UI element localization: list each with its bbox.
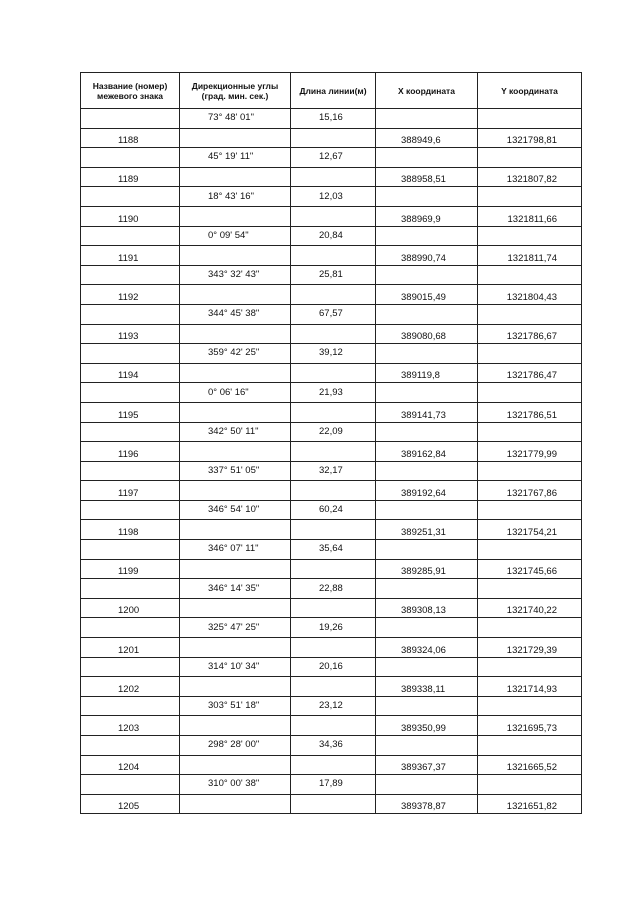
segment-row — [81, 696, 582, 716]
x-coordinate-cell: 389285,91 — [376, 559, 478, 579]
marker-name-cell: 1192 — [81, 285, 180, 305]
point-row — [81, 324, 582, 344]
y-coordinate-cell — [478, 540, 582, 560]
direction-angle-cell: 325° 47' 25" — [180, 618, 291, 638]
x-coordinate-cell — [376, 265, 478, 285]
direction-angle-cell: 346° 14' 35" — [180, 579, 291, 599]
point-row — [81, 167, 582, 187]
direction-angle-cell — [180, 559, 291, 579]
line-length-cell — [291, 794, 376, 814]
marker-name-cell: 1191 — [81, 246, 180, 266]
direction-angle-cell — [180, 755, 291, 775]
line-length-cell — [291, 363, 376, 383]
direction-angle-cell: 303° 51' 18" — [180, 696, 291, 716]
marker-name-cell — [81, 540, 180, 560]
line-length-cell: 39,12 — [291, 344, 376, 364]
direction-angle-cell — [180, 167, 291, 187]
marker-name-cell: 1188 — [81, 128, 180, 148]
line-length-cell: 34,36 — [291, 736, 376, 756]
marker-name-cell: 1200 — [81, 598, 180, 618]
marker-name-cell — [81, 344, 180, 364]
marker-name-cell — [81, 383, 180, 403]
marker-name-cell: 1203 — [81, 716, 180, 736]
point-row — [81, 598, 582, 618]
line-length-cell — [291, 442, 376, 462]
line-length-cell — [291, 638, 376, 658]
line-length-cell — [291, 559, 376, 579]
line-length-cell — [291, 324, 376, 344]
y-coordinate-cell: 1321714,93 — [478, 677, 582, 697]
line-length-cell: 19,26 — [291, 618, 376, 638]
direction-angle-cell — [180, 442, 291, 462]
y-coordinate-cell: 1321754,21 — [478, 520, 582, 540]
segment-row — [81, 265, 582, 285]
marker-name-cell — [81, 696, 180, 716]
x-coordinate-cell: 389141,73 — [376, 402, 478, 422]
segment-row — [81, 775, 582, 795]
point-row — [81, 246, 582, 266]
line-length-cell — [291, 677, 376, 697]
y-coordinate-cell — [478, 579, 582, 599]
x-coordinate-cell: 389367,37 — [376, 755, 478, 775]
segment-row — [81, 540, 582, 560]
point-row — [81, 206, 582, 226]
marker-name-cell — [81, 265, 180, 285]
line-length-cell: 67,57 — [291, 304, 376, 324]
y-coordinate-cell — [478, 187, 582, 207]
y-coordinate-cell: 1321665,52 — [478, 755, 582, 775]
x-coordinate-cell: 389324,06 — [376, 638, 478, 658]
point-row — [81, 520, 582, 540]
x-coordinate-cell: 389251,31 — [376, 520, 478, 540]
x-coordinate-cell: 389308,13 — [376, 598, 478, 618]
x-coordinate-cell — [376, 540, 478, 560]
line-length-cell: 32,17 — [291, 461, 376, 481]
y-coordinate-cell — [478, 736, 582, 756]
direction-angle-cell: 343° 32' 43" — [180, 265, 291, 285]
marker-name-cell — [81, 461, 180, 481]
y-coordinate-cell: 1321786,51 — [478, 402, 582, 422]
x-coordinate-cell — [376, 696, 478, 716]
direction-angle-cell: 310° 00' 38" — [180, 775, 291, 795]
x-coordinate-cell — [376, 187, 478, 207]
direction-angle-cell — [180, 324, 291, 344]
marker-name-cell — [81, 618, 180, 638]
x-coordinate-cell: 388949,6 — [376, 128, 478, 148]
marker-name-cell: 1199 — [81, 559, 180, 579]
x-coordinate-cell — [376, 226, 478, 246]
point-row — [81, 481, 582, 501]
document-page — [80, 72, 581, 814]
direction-angle-cell — [180, 285, 291, 305]
line-length-cell: 22,88 — [291, 579, 376, 599]
header-y-coordinate: Y координата — [478, 73, 582, 109]
y-coordinate-cell: 1321811,66 — [478, 206, 582, 226]
direction-angle-cell — [180, 481, 291, 501]
point-row — [81, 677, 582, 697]
direction-angle-cell: 346° 54' 10" — [180, 500, 291, 520]
line-length-cell: 15,16 — [291, 109, 376, 129]
x-coordinate-cell — [376, 304, 478, 324]
marker-name-cell: 1198 — [81, 520, 180, 540]
y-coordinate-cell — [478, 383, 582, 403]
line-length-cell — [291, 598, 376, 618]
line-length-cell — [291, 128, 376, 148]
point-row — [81, 285, 582, 305]
direction-angle-cell: 45° 19' 11" — [180, 148, 291, 168]
y-coordinate-cell — [478, 500, 582, 520]
x-coordinate-cell: 389080,68 — [376, 324, 478, 344]
x-coordinate-cell: 389338,11 — [376, 677, 478, 697]
segment-row — [81, 383, 582, 403]
y-coordinate-cell: 1321779,99 — [478, 442, 582, 462]
point-row — [81, 442, 582, 462]
line-length-cell — [291, 285, 376, 305]
segment-row — [81, 618, 582, 638]
x-coordinate-cell — [376, 344, 478, 364]
line-length-cell: 20,16 — [291, 657, 376, 677]
y-coordinate-cell — [478, 696, 582, 716]
header-marker-name: Название (номер) межевого знака — [81, 73, 180, 109]
direction-angle-cell — [180, 794, 291, 814]
marker-name-cell — [81, 579, 180, 599]
segment-row — [81, 226, 582, 246]
x-coordinate-cell: 389378,87 — [376, 794, 478, 814]
marker-name-cell — [81, 226, 180, 246]
y-coordinate-cell: 1321786,67 — [478, 324, 582, 344]
marker-name-cell: 1189 — [81, 167, 180, 187]
marker-name-cell — [81, 500, 180, 520]
point-row — [81, 128, 582, 148]
direction-angle-cell — [180, 638, 291, 658]
y-coordinate-cell: 1321651,82 — [478, 794, 582, 814]
marker-name-cell — [81, 422, 180, 442]
direction-angle-cell — [180, 677, 291, 697]
x-coordinate-cell: 389162,84 — [376, 442, 478, 462]
x-coordinate-cell: 389119,8 — [376, 363, 478, 383]
line-length-cell — [291, 716, 376, 736]
direction-angle-cell: 314° 10' 34" — [180, 657, 291, 677]
marker-name-cell — [81, 109, 180, 129]
marker-name-cell: 1193 — [81, 324, 180, 344]
marker-name-cell: 1201 — [81, 638, 180, 658]
table-body — [81, 109, 582, 814]
marker-name-cell — [81, 657, 180, 677]
line-length-cell: 20,84 — [291, 226, 376, 246]
y-coordinate-cell — [478, 422, 582, 442]
line-length-cell: 35,64 — [291, 540, 376, 560]
line-length-cell — [291, 402, 376, 422]
marker-name-cell: 1194 — [81, 363, 180, 383]
y-coordinate-cell — [478, 657, 582, 677]
x-coordinate-cell — [376, 618, 478, 638]
direction-angle-cell: 0° 09' 54" — [180, 226, 291, 246]
direction-angle-cell: 344° 45' 38" — [180, 304, 291, 324]
y-coordinate-cell: 1321740,22 — [478, 598, 582, 618]
direction-angle-cell: 359° 42' 25" — [180, 344, 291, 364]
direction-angle-cell — [180, 520, 291, 540]
y-coordinate-cell: 1321807,82 — [478, 167, 582, 187]
direction-angle-cell: 342° 50' 11" — [180, 422, 291, 442]
marker-name-cell: 1202 — [81, 677, 180, 697]
x-coordinate-cell — [376, 500, 478, 520]
line-length-cell — [291, 167, 376, 187]
header-x-coordinate: X координата — [376, 73, 478, 109]
marker-name-cell: 1195 — [81, 402, 180, 422]
header-line-length: Длина линии(м) — [291, 73, 376, 109]
direction-angle-cell: 0° 06' 16" — [180, 383, 291, 403]
point-row — [81, 363, 582, 383]
point-row — [81, 638, 582, 658]
y-coordinate-cell: 1321811,74 — [478, 246, 582, 266]
line-length-cell: 23,12 — [291, 696, 376, 716]
direction-angle-cell — [180, 363, 291, 383]
segment-row — [81, 579, 582, 599]
line-length-cell — [291, 520, 376, 540]
point-row — [81, 794, 582, 814]
point-row — [81, 559, 582, 579]
direction-angle-cell — [180, 716, 291, 736]
y-coordinate-cell: 1321745,66 — [478, 559, 582, 579]
x-coordinate-cell — [376, 775, 478, 795]
direction-angle-cell: 346° 07' 11" — [180, 540, 291, 560]
x-coordinate-cell: 389015,49 — [376, 285, 478, 305]
line-length-cell: 60,24 — [291, 500, 376, 520]
direction-angle-cell — [180, 128, 291, 148]
direction-angle-cell: 298° 28' 00" — [180, 736, 291, 756]
segment-row — [81, 657, 582, 677]
x-coordinate-cell — [376, 109, 478, 129]
x-coordinate-cell — [376, 736, 478, 756]
direction-angle-cell — [180, 598, 291, 618]
y-coordinate-cell: 1321804,43 — [478, 285, 582, 305]
x-coordinate-cell: 389192,64 — [376, 481, 478, 501]
y-coordinate-cell: 1321798,81 — [478, 128, 582, 148]
direction-angle-cell: 73° 48' 01" — [180, 109, 291, 129]
x-coordinate-cell — [376, 461, 478, 481]
line-length-cell: 21,93 — [291, 383, 376, 403]
y-coordinate-cell — [478, 618, 582, 638]
marker-name-cell — [81, 775, 180, 795]
marker-name-cell: 1197 — [81, 481, 180, 501]
segment-row — [81, 304, 582, 324]
point-row — [81, 402, 582, 422]
marker-name-cell: 1204 — [81, 755, 180, 775]
y-coordinate-cell — [478, 304, 582, 324]
y-coordinate-cell: 1321767,86 — [478, 481, 582, 501]
point-row — [81, 716, 582, 736]
x-coordinate-cell — [376, 579, 478, 599]
line-length-cell — [291, 755, 376, 775]
line-length-cell: 25,81 — [291, 265, 376, 285]
y-coordinate-cell: 1321786,47 — [478, 363, 582, 383]
y-coordinate-cell: 1321729,39 — [478, 638, 582, 658]
x-coordinate-cell: 388958,51 — [376, 167, 478, 187]
y-coordinate-cell — [478, 775, 582, 795]
marker-name-cell: 1205 — [81, 794, 180, 814]
line-length-cell — [291, 206, 376, 226]
marker-name-cell — [81, 304, 180, 324]
y-coordinate-cell — [478, 265, 582, 285]
y-coordinate-cell: 1321695,73 — [478, 716, 582, 736]
y-coordinate-cell — [478, 148, 582, 168]
direction-angle-cell: 337° 51' 05" — [180, 461, 291, 481]
point-row — [81, 755, 582, 775]
header-direction-angle: Дирекционные углы (град. мин. сек.) — [180, 73, 291, 109]
x-coordinate-cell: 388969,9 — [376, 206, 478, 226]
segment-row — [81, 500, 582, 520]
marker-name-cell: 1190 — [81, 206, 180, 226]
y-coordinate-cell — [478, 461, 582, 481]
marker-name-cell: 1196 — [81, 442, 180, 462]
x-coordinate-cell — [376, 383, 478, 403]
x-coordinate-cell — [376, 657, 478, 677]
line-length-cell: 12,03 — [291, 187, 376, 207]
y-coordinate-cell — [478, 344, 582, 364]
marker-name-cell — [81, 187, 180, 207]
line-length-cell: 12,67 — [291, 148, 376, 168]
segment-row — [81, 736, 582, 756]
direction-angle-cell — [180, 246, 291, 266]
segment-row — [81, 187, 582, 207]
y-coordinate-cell — [478, 109, 582, 129]
x-coordinate-cell — [376, 422, 478, 442]
segment-row — [81, 148, 582, 168]
line-length-cell: 17,89 — [291, 775, 376, 795]
segment-row — [81, 344, 582, 364]
line-length-cell: 22,09 — [291, 422, 376, 442]
line-length-cell — [291, 481, 376, 501]
boundary-coordinates-table — [80, 72, 582, 814]
segment-row — [81, 109, 582, 129]
y-coordinate-cell — [478, 226, 582, 246]
marker-name-cell — [81, 148, 180, 168]
direction-angle-cell — [180, 206, 291, 226]
marker-name-cell — [81, 736, 180, 756]
direction-angle-cell: 18° 43' 16" — [180, 187, 291, 207]
line-length-cell — [291, 246, 376, 266]
x-coordinate-cell — [376, 148, 478, 168]
x-coordinate-cell: 388990,74 — [376, 246, 478, 266]
segment-row — [81, 422, 582, 442]
x-coordinate-cell: 389350,99 — [376, 716, 478, 736]
segment-row — [81, 461, 582, 481]
table-header-row — [81, 73, 582, 109]
direction-angle-cell — [180, 402, 291, 422]
